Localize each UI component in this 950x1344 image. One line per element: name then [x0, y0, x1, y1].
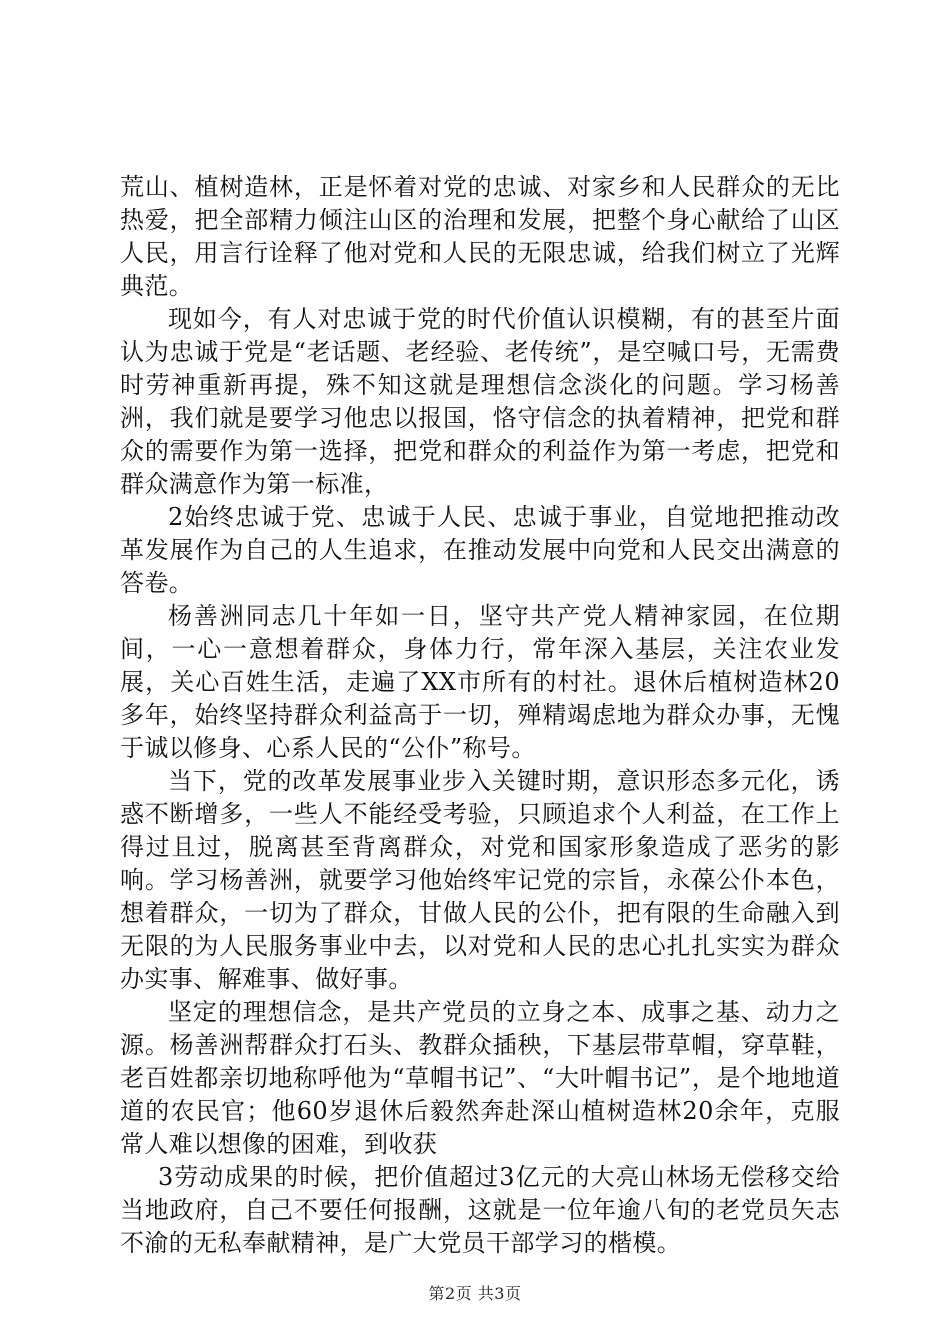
paragraph-4: 杨善洲同志几十年如一日，坚守共产党人精神家园，在位期间，一心一意想着群众，身体力行，常年深入基层，关注农业发展，关心百姓生活，走遍了XX市所有的村社。退休后植树造林20多年，始终坚持群众利益高于一切，殚精竭虑地为群众办事，无愧于诚以修身、心系人民的“公仆”称号。: [120, 602, 840, 762]
paragraph-7: 3劳动成果的时候，把价值超过3亿元的大亮山林场无偿移交给当地政府，自己不要任何报酬，这就是一位年逾八旬的老党员矢志不渝的无私奉献精神，是广大党员干部学习的楷模。: [120, 1163, 840, 1257]
paragraph-6: 坚定的理想信念，是共产党员的立身之本、成事之基、动力之源。杨善洲帮群众打石头、教群众插秧，下基层带草帽，穿草鞋，老百姓都亲切地称呼他为“草帽书记”、“大叶帽书记”，是个地地道道的农民官；他60岁退休后毅然奔赴深山植树造林20余年，克服常人难以想像的困难，到收获: [120, 998, 840, 1158]
document-body: [120, 171, 840, 1260]
paragraph-1: 荒山、植树造林，正是怀着对党的忠诚、对家乡和人民群众的无比热爱，把全部精力倾注山区的治理和发展，把整个身心献给了山区人民，用言行诠释了他对党和人民的无限忠诚，给我们树立了光辉典范。: [120, 173, 840, 300]
paragraph-3: 2始终忠诚于党、忠诚于人民、忠诚于事业，自觉地把推动改革发展作为自己的人生追求，在推动发展中向党和人民交出满意的答卷。: [120, 503, 840, 597]
paragraph-5: 当下，党的改革发展事业步入关键时期，意识形态多元化，诱惑不断增多，一些人不能经受考验，只顾追求个人利益，在工作上得过且过，脱离甚至背离群众，对党和国家形象造成了恶劣的影响。学习杨善洲，就要学习他始终牢记党的宗旨，永葆公仆本色，想着群众，一切为了群众，甘做人民的公仆，把有限的生命融入到无限的为人民服务事业中去，以对党和人民的忠心扎扎实实为群众办实事、解难事、做好事。: [120, 767, 840, 993]
page-number-footer: 第2页 共3页: [428, 1284, 522, 1303]
paragraph-2: 现如今，有人对忠诚于党的时代价值认识模糊，有的甚至片面认为忠诚于党是“老话题、老经验、老传统”，是空喊口号，无需费时劳神重新再提，殊不知这就是理想信念淡化的问题。学习杨善洲，我们就是要学习他忠以报国，恪守信念的执着精神，把党和群众的需要作为第一选择，把党和群众的利益作为第一考虑，把党和群众满意作为第一标准，: [120, 305, 840, 498]
